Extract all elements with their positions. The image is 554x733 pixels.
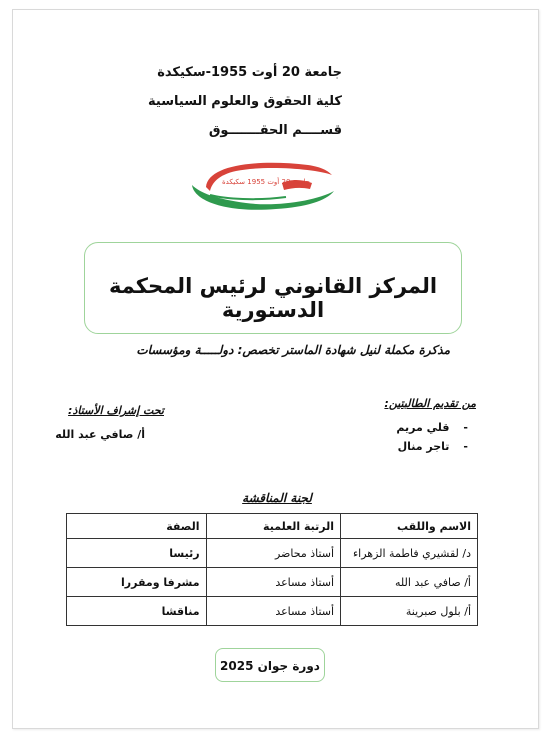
member-role: مناقشا <box>67 597 207 626</box>
thesis-title: المركز القانوني لرئيس المحكمة الدستورية <box>108 274 438 322</box>
student-name: قلي مريم <box>396 421 450 434</box>
member-rank: أستاذ مساعد <box>206 597 341 626</box>
committee-title-text: لجنة المناقشة <box>242 491 312 505</box>
committee-title <box>0 491 554 505</box>
memo-description: مذكرة مكملة لنيل شهادة الماستر تخصص: دولـــــة ومؤسسات <box>136 343 450 357</box>
list-bullet: - <box>463 440 468 453</box>
table-row <box>67 597 478 626</box>
member-role: مشرفا ومقررا <box>67 568 207 597</box>
logo-text: جامعة 20 أوت 1955 سكيكدة <box>222 178 310 186</box>
department-name: قســــم الحقـــــــوق <box>208 123 342 138</box>
university-name: جامعة 20 أوت 1955-سكيكدة <box>157 65 342 80</box>
table-header-row <box>67 514 478 539</box>
university-logo <box>186 157 336 213</box>
presented-by-label: من تقديم الطالبتين: <box>384 397 476 410</box>
list-bullet: - <box>463 421 468 434</box>
supervisor-name: أ/ صافي عبد الله <box>55 428 145 441</box>
member-role: رئيسا <box>67 539 207 568</box>
column-header-role: الصفة <box>67 514 207 539</box>
column-header-rank: الرتبة العلمية <box>206 514 341 539</box>
member-rank: أستاذ مساعد <box>206 568 341 597</box>
faculty-name: كلية الحقوق والعلوم السياسية <box>148 94 342 109</box>
table-row <box>67 568 478 597</box>
student-name: تاجر منال <box>397 440 450 453</box>
member-name: أ/ بلول صبرينة <box>341 597 478 626</box>
table-row <box>67 539 478 568</box>
column-header-name: الاسم واللقب <box>341 514 478 539</box>
title-frame <box>84 242 462 334</box>
member-rank: أستاذ محاضر <box>206 539 341 568</box>
student-item <box>396 421 468 434</box>
member-name: د/ لقشيري فاطمة الزهراء <box>341 539 478 568</box>
committee-table <box>66 513 478 626</box>
student-item <box>398 440 468 453</box>
member-name: أ/ صافي عبد الله <box>341 568 478 597</box>
session-label: دورة جوان 2025 <box>220 659 320 673</box>
supervision-label: تحت إشراف الأستاذ: <box>68 404 164 417</box>
session-frame <box>215 648 325 682</box>
